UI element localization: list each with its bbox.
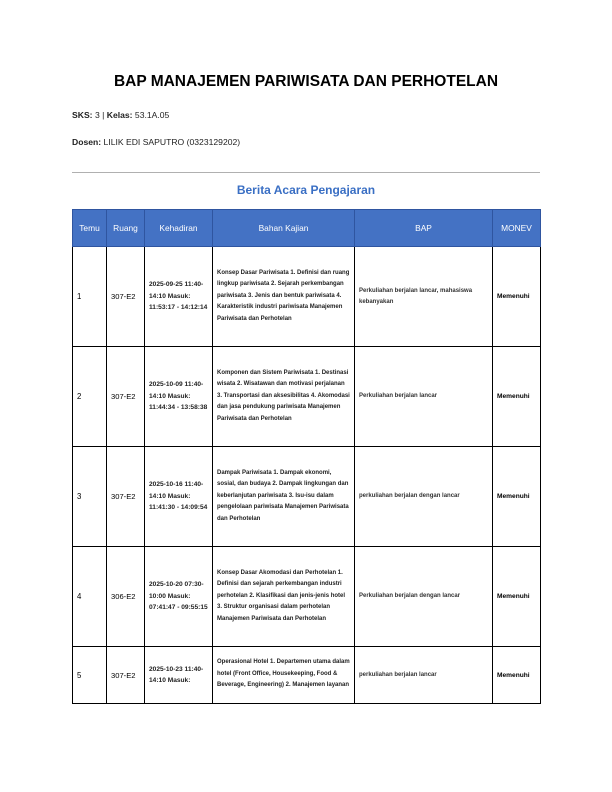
sks-value: 3 [94, 110, 100, 120]
cell-temu: 1 [73, 247, 107, 347]
cell-ruang: 307-E2 [107, 347, 145, 447]
cell-bap: Perkuliahan berjalan lancar [355, 347, 493, 447]
cell-kehadiran: 2025-09-25 11:40-14:10 Masuk: 11:53:17 - 14:12:14 [145, 247, 213, 347]
cell-bahan-kajian: Komponen dan Sistem Pariwisata 1. Destinasi wisata 2. Wisatawan dan motivasi perjalanan 3. Transportasi dan aksesibilitas 4. Akomodasi dan jasa pendukung pariwisata Manajemen Pariwisata dan Perhotelan [213, 347, 355, 447]
course-meta [72, 110, 169, 120]
header-kehadiran: Kehadiran [145, 210, 213, 247]
cell-monev: Memenuhi [493, 447, 541, 547]
lecturer-meta [72, 137, 240, 147]
cell-bap: Perkuliahan berjalan dengan lancar [355, 547, 493, 647]
cell-temu: 3 [73, 447, 107, 547]
meta-separator: | [102, 110, 105, 120]
cell-bahan-kajian: Konsep Dasar Akomodasi dan Perhotelan 1. Definisi dan sejarah perkembangan industri perhotelan 2. Klasifikasi dan jenis-jenis hotel 3. Struktur organisasi dalam perhotelan Manajemen Pariwisata dan Perhotelan [213, 547, 355, 647]
cell-kehadiran: 2025-10-09 11:40-14:10 Masuk: 11:44:34 - 13:58:38 [145, 347, 213, 447]
header-ruang: Ruang [107, 210, 145, 247]
header-monev: MONEV [493, 210, 541, 247]
cell-bahan-kajian: Konsep Dasar Pariwisata 1. Definisi dan ruang lingkup pariwisata 2. Sejarah perkembangan pariwisata 3. Jenis dan bentuk pariwisata 4. Karakteristik industri pariwisata Manajemen Pariwisata dan Perhotelan [213, 247, 355, 347]
page-title: BAP MANAJEMEN PARIWISATA DAN PERHOTELAN [113, 73, 499, 90]
cell-ruang: 307-E2 [107, 247, 145, 347]
kelas-value: 53.1A.05 [134, 110, 170, 120]
cell-ruang: 307-E2 [107, 647, 145, 704]
cell-bap: perkuliahan berjalan lancar [355, 647, 493, 704]
cell-monev: Memenuhi [493, 247, 541, 347]
cell-kehadiran: 2025-10-20 07:30-10:00 Masuk: 07:41:47 - 09:55:15 [145, 547, 213, 647]
cell-bahan-kajian: Dampak Pariwisata 1. Dampak ekonomi, sosial, dan budaya 2. Dampak lingkungan dan keberlanjutan pariwisata 3. Isu-isu dalam pengelolaan pariwisata Manajemen Pariwisata dan Perhotelan [213, 447, 355, 547]
cell-kehadiran: 2025-10-23 11:40-14:10 Masuk: [145, 647, 213, 704]
cell-ruang: 306-E2 [107, 547, 145, 647]
table-row [73, 347, 541, 447]
dosen-label: Dosen: [72, 137, 102, 147]
table-row [73, 547, 541, 647]
cell-monev: Memenuhi [493, 647, 541, 704]
cell-ruang: 307-E2 [107, 447, 145, 547]
kelas-label: Kelas: [106, 110, 133, 120]
cell-bap: Perkuliahan berjalan lancar, mahasiswa kebanyakan [355, 247, 493, 347]
table-row [73, 447, 541, 547]
cell-monev: Memenuhi [493, 347, 541, 447]
cell-bahan-kajian: Operasional Hotel 1. Departemen utama dalam hotel (Front Office, Housekeeping, Food & Beverage, Engineering) 2. Manajemen layanan [213, 647, 355, 704]
table-row [73, 247, 541, 347]
table-header-row [73, 210, 541, 247]
divider [72, 172, 540, 173]
header-temu: Temu [73, 210, 107, 247]
header-bap: BAP [355, 210, 493, 247]
cell-temu: 2 [73, 347, 107, 447]
header-bahan-kajian: Bahan Kajian [213, 210, 355, 247]
sks-label: SKS: [72, 110, 93, 120]
section-title: Berita Acara Pengajaran [236, 183, 376, 197]
cell-temu: 4 [73, 547, 107, 647]
cell-bap: perkuliahan berjalan dengan lancar [355, 447, 493, 547]
cell-kehadiran: 2025-10-16 11:40-14:10 Masuk: 11:41:30 - 14:09:54 [145, 447, 213, 547]
cell-temu: 5 [73, 647, 107, 704]
dosen-value: LILIK EDI SAPUTRO (0323129202) [103, 137, 241, 147]
cell-monev: Memenuhi [493, 547, 541, 647]
table-row [73, 647, 541, 704]
teaching-report-table [72, 209, 541, 704]
